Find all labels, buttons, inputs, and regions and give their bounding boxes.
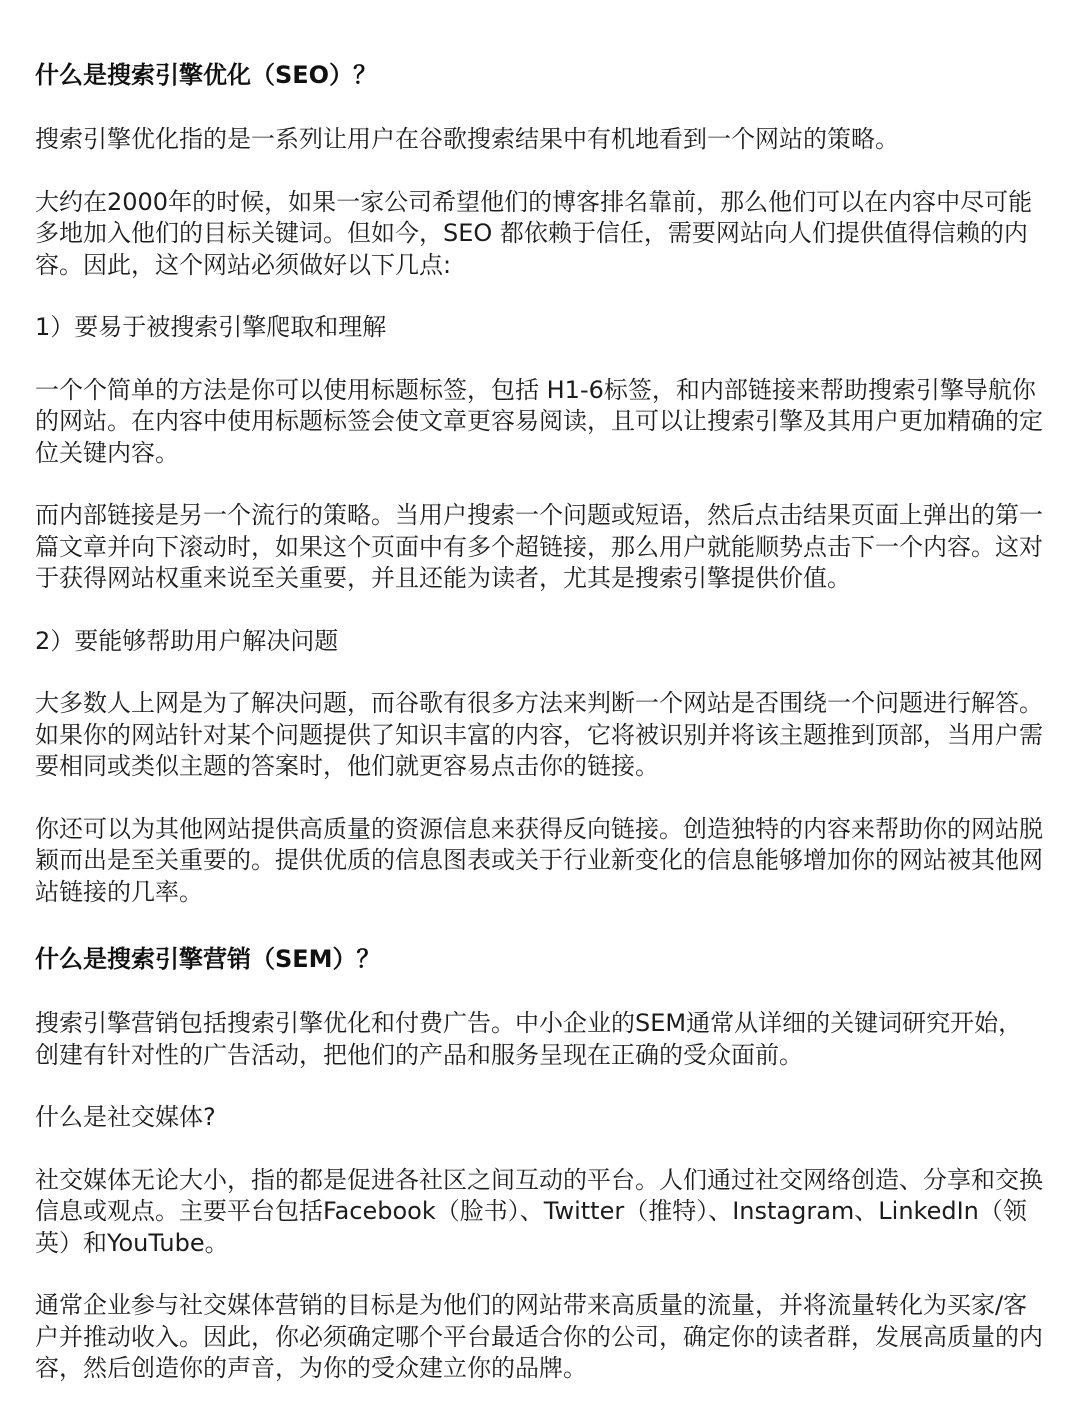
sem-definition-paragraph: 搜索引擎营销包括搜索引擎优化和付费广告。中小企业的SEM通常从详细的关键词研究开始，创建有针对性的广告活动，把他们的产品和服务呈现在正确的受众面前。 — [35, 1009, 1023, 1069]
seo-definition-paragraph: 搜索引擎优化指的是一系列让用户在谷歌搜索结果中有机地看到一个网站的策略。 — [35, 125, 899, 153]
heading-social-media: 什么是社交媒体? — [35, 1103, 216, 1131]
article-body — [35, 58, 1045, 1385]
point-1-headings-paragraph: 一个个简单的方法是你可以使用标题标签，包括 H1-6标签，和内部链接来帮助搜索引擎导航你的网站。在内容中使用标题标签会使文章更容易阅读，且可以让搜索引擎及其用户更加精确的定位关键内容。 — [35, 375, 1043, 467]
social-goal-paragraph: 通常企业参与社交媒体营销的目标是为他们的网站带来高质量的流量，并将流量转化为买家/客户并推动收入。因此，你必须确定哪个平台最适合你的公司，确定你的读者群，发展高质量的内容，然后创造你的声音，为你的受众建立你的品牌。 — [35, 1291, 1043, 1382]
point-2-heading: 2）要能够帮助用户解决问题 — [35, 626, 339, 655]
seo-history-paragraph: 大约在2000年的时候，如果一家公司希望他们的博客排名靠前，那么他们可以在内容中尽可能多地加入他们的目标关键词。但如今，SEO 都依赖于信任，需要网站向人们提供值得信赖的内容。因此，这个网站必须做好以下几点: — [35, 187, 1033, 279]
heading-sem: 什么是搜索引擎营销（SEM）？ — [35, 945, 381, 973]
point-1-links-paragraph: 而内部链接是另一个流行的策略。当用户搜索一个问题或短语，然后点击结果页面上弹出的第一篇文章并向下滚动时，如果这个页面中有多个超链接，那么用户就能顺势点击下一个内容。这对于获得网站权重来说至关重要，并且还能为读者，尤其是搜索引擎提供价值。 — [35, 501, 1043, 592]
point-2-answers-paragraph: 大多数人上网是为了解决问题，而谷歌有很多方法来判断一个网站是否围绕一个问题进行解答。如果你的网站针对某个问题提供了知识丰富的内容，它将被识别并将该主题推到顶部，当用户需要相同或类似主题的答案时，他们就更容易点击你的链接。 — [35, 689, 1043, 780]
point-1-heading: 1）要易于被搜索引擎爬取和理解 — [35, 313, 387, 341]
point-2-backlinks-paragraph: 你还可以为其他网站提供高质量的资源信息来获得反向链接。创造独特的内容来帮助你的网站脱颖而出是至关重要的。提供优质的信息图表或关于行业新变化的信息能够增加你的网站被其他网站链接的几率。 — [35, 814, 1043, 906]
social-definition-paragraph: 社交媒体无论大小，指的都是促进各社区之间互动的平台。人们通过社交网络创造、分享和交换信息或观点。主要平台包括Facebook（脸书）、Twitter（推特）、Instagram、LinkedIn（领英）和YouTube。 — [35, 1165, 1043, 1257]
heading-seo: 什么是搜索引擎优化（SEO）？ — [35, 61, 378, 89]
